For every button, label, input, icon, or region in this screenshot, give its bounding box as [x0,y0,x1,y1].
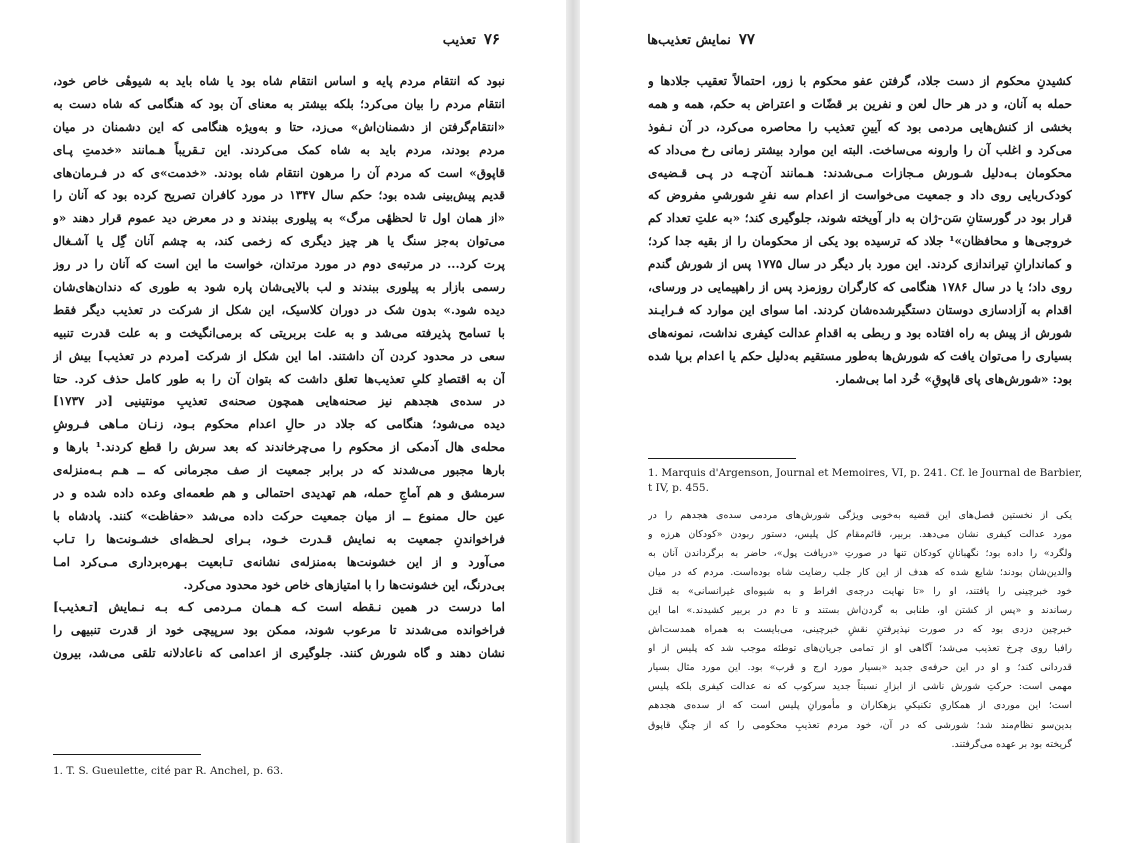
text-line: بارها مجبور می‌شدند که در برابر جمعیت از صف مجرمانی که ــ هـم بـه‌منزله‌ی [53,463,505,478]
footnote-line: قدردانی کند؛ و او در این حرفه‌ی جدید «بسیار مورد ارج و قرب» بود. این مورد مثال بسیار [648,662,1072,674]
footnote-line: خود خبرچینی را یافتند، او را «تا نهایت درجه‌ی افراط و به شیوه‌ای غیرانسانی» به قتل [648,586,1072,598]
text-line: قاپوق» است که مردم آن را مرهون انتقام شاه بودند. «خدمت»ی که در فـرمان‌های [53,165,505,180]
text-line: فراخوانده می‌شدند تا مرعوب شوند، ممکن بود سرپیچی خود از قدرت تنبیهی را [53,623,505,638]
book-gutter [566,0,580,843]
footnote-line: والدین‌شان بودند؛ شایع شده که هدف از این کار جلب رضایت شاه بوده‌است. مردم که در میان [648,567,1072,579]
page-header [647,30,755,48]
text-line: می‌آورد و از این خشونت‌ها به‌منزله‌ی نشانه‌ی تـابعیت بـهره‌برداری مـی‌کرد امـا [53,554,505,569]
footnote-line: رساندند و «پس از کشتن او، طنابی به گردن‌اش بستند و تا دم در بربیر کشیدند.» اما این [648,605,1072,617]
text-line: نشان دهند و گاه شورش کنند. جلوگیری از اعدامی که ناعادلانه تلقی می‌شد، بیرون [53,646,505,661]
text-line: شورش از پیش به راه افتاده بود و ربطی به اقدامِ عدالت کیفری نداشت، نمونه‌های [648,325,1072,340]
text-line: بخشی از کنش‌هایی مردمی بود که آیینِ تعذیب را محاصره می‌کرد، در آن نـفوذ [648,119,1072,134]
running-title: تعذیب [442,33,476,48]
text-line: «از همان اول تا لحظهٔی مرگ» به پیلوری ببندند و در معرض دید عموم قرار دهند «و [53,211,505,226]
text-line: می‌کرد و اغلب آن را وارونه می‌ساخت. البته این موارد بیشتر زمانی رخ می‌داد که [648,142,1072,157]
text-line: قدیم پیش‌بینی شده بود؛ حکم سال ۱۳۴۷ در مورد کافران تصریح کرده بود که آنان را [53,188,505,203]
text-line: انتقام مردم را بیان می‌کرد؛ بلکه بیشتر به معنای آن بود که هنگامی که شاه دست به [53,96,505,111]
text-line: عین حال ممنوع ــ از میان جمعیت حرکت داده می‌شد «حفاظت» کنند. پادشاه با [53,508,505,523]
text-line: سعی در محدود کردن آن داشتند. اما این شکل از شرکت [مردم در تعذیب] بیش از [53,348,505,363]
left-page [0,0,566,843]
footnote-line: رافبا روی چرخ تعذیب می‌شد؛ آگاهی او از تمامی جریان‌های توطئه موجب شد که پلیس از او [648,643,1072,655]
footnote-citation [648,466,1082,496]
footnote-citation-line: 1. Marquis d'Argenson, Journal et Memoires, VI, p. 241. Cf. le Journal de Barbier, [648,467,1083,479]
text-line: پرت کرد... در مرتبه‌ی دوم در مورد مرتدان، خواست ما این است که آنان را در روز [53,257,505,272]
page-number: ۷۶ [483,30,500,48]
footnote-line: خبرچین دزدی بود که در صورت نپذیرفتنِ نقشِ خبرچینی، می‌بایست به همراه همدست‌اش [648,624,1072,636]
page-header [443,30,500,48]
footnote-line: گریخته بود بر عهده می‌گرفتند. [951,738,1072,750]
text-line: بود: «شورش‌های پای قاپوقِ» خُرد اما بی‌شمار. [835,371,1072,386]
right-page [580,0,1136,843]
footnote-text [648,506,1072,754]
text-line: محکومان بـه‌دلیل شـورش مـجازات مـی‌شدند: هـمانند آن‌چـه در پـی قـضیه‌ی [648,165,1072,180]
text-line: اما درست در همین نـقطه است کـه هـمان مـردمی کـه بـه نـمایش [تـعذیب] [53,600,505,615]
running-title: نمایش تعذیب‌ها [647,33,731,48]
text-line: در سده‌ی هجدهم نیز صحنه‌هایی همچون صحنه‌ی تعذیبِ مونتینیی [در ۱۷۳۷] [53,394,505,409]
footnote-line: بدین‌سو نظام‌مند شد؛ شورشی که در آن، خود مردم تعذیبِ محکومی را که از چنگِ قاپوق [648,719,1072,731]
text-line: دیده می‌شود؛ هنگامی که جلاد در حالِ اعدام محکوم بـود، زنـان مـاهی فـروشِ [53,417,505,432]
text-line: اقدام به آزادسازی دوستان دستگیرشده‌شان کردند. اما سوای این موارد که فـرایـند [648,302,1072,317]
footnote-line: یکی از نخستین فصل‌های این قضیه به‌خوبی ویژگی شورش‌های مردمی سده‌ی هجدهم را در [648,510,1072,521]
text-line: می‌توان به‌جز سنگ یا هر چیز دیگری که زخمی کند، به چشم آنان گِل یا آشـغال [53,234,505,249]
text-line: آن به اقتصادِ کلیِ تعذیب‌ها تعلق داشت که بتوان آن را به طور کامل حذف کرد. حتا [53,371,505,386]
footnote: 1. T. S. Gueulette, cité par R. Anchel, p. 63. [53,765,284,777]
text-line: کشیدنِ محکوم از دست جلاد، گرفتن عفو محکوم با زور، احتمالاً تعقیب جلادها و [648,74,1072,88]
text-line: روی داد؛ یا در سال ۱۷۸۶ هنگامی که کارگران روزمزد پس از راهپیمایی در ورسای، [648,280,1072,295]
text-line: حمله به آنان، و در هر حال لعن و نفرین بر قضّات و اعتراض به حکم، همه و همه [648,96,1072,111]
footnote-line: است؛ این موردی از همکاریِ تکنیکیِ بزهکاران و مأمورانِ پلیس است که از سده‌ی هجدهم [648,700,1072,712]
text-line: بسیاری را می‌توان یافت که شورش‌ها به‌طور مستقیم به‌دلیل حکم یا اعدام برپا شده [648,348,1072,363]
text-line: فراخواندنِ جمعیت به نمایش قـدرت خـود، بـرای لحـظه‌ای خشـونت‌ها را تـاب [53,531,505,546]
footnote-line: مهمی است: حرکتِ شورش ناشی از ابزارِ نسبتاً جدید سرکوب که نه عدالت کیفری بلکه پلیس [648,681,1072,693]
text-line: «انتقام‌گرفتن از دشمنان‌اش» می‌زد، حتا و به‌ویژه هنگامی که این دشمنان در میان [53,119,505,134]
text-line: دیده شود.» بدون شک در دوران کلاسیک، این شکل از شرکت در تعذیب دیگر فقط [53,302,505,317]
footnote-rule [648,458,796,459]
page-number: ۷۷ [738,30,755,48]
text-line: بی‌درنگ، این خشونت‌ها را با امتیازهای خاص خود محدود می‌کرد. [183,577,505,592]
text-line: با تسامح پذیرفته می‌شد و به علت بربریتی که برمی‌انگیخت و به علت قدرت تنبیه [53,325,505,340]
footnote-citation-line: t IV, p. 455. [648,482,709,494]
text-line: و کماندارانِ تیراندازی کردند. این مورد بار دیگر در سال ۱۷۷۵ پس از شورش گندم [648,257,1072,272]
footnote-line: ولگرد» را داده بود؛ نگهبانانِ کودکان تنها در صورتِ «دریافت پول»، حاضر به برگرداندن آنان به [648,548,1072,560]
text-line: رسمی بازار به پیلوری ببندند و لب بالایی‌شان پاره شود به طوری که دندان‌های‌شان [53,280,505,295]
text-line: سرمشق و هم آماجِ حمله، هم تهدیدی احتمالی و هم طعمه‌ای وعده داده شده و در [53,486,505,501]
footnote-rule [53,754,201,755]
text-line: مردم بودند، مردم باید به شاه کمک می‌کردند. این تـقریباً هـمانند «خدمتِ پـای [53,142,505,157]
body-text [53,70,505,665]
text-line: نبود که انتقام مردم پایه و اساس انتقام شاه بود یا شاه باید به شیوهٔی خاص خود، [53,74,505,88]
text-line: خروجی‌ها و محافظان»¹ جلاد که ترسیده بود یکی از محکومان را از بقیه جدا کرد؛ [648,234,1072,249]
body-text [648,70,1072,390]
footnote-line: مورد عدالت کیفری نشان می‌دهد. بربیر، قائم‌مقام کل پلیس، دستور ربودن «کودکان هرزه و [648,529,1072,541]
text-line: محله‌ی هال آدمکی از محکوم را می‌چرخاندند که بعد سرش را قطع کردند.¹ بارها و [53,440,505,455]
text-line: قرار بود در گورستانِ سَن-ژان به دار آویخته شوند، جلوگیری کند؛ «به علتِ تعداد کم [648,211,1072,226]
text-line: کودک‌ربایی روی داد و جمعیت می‌خواست از اعدام سه نفرِ شورشیِ مفروض که [648,188,1072,203]
